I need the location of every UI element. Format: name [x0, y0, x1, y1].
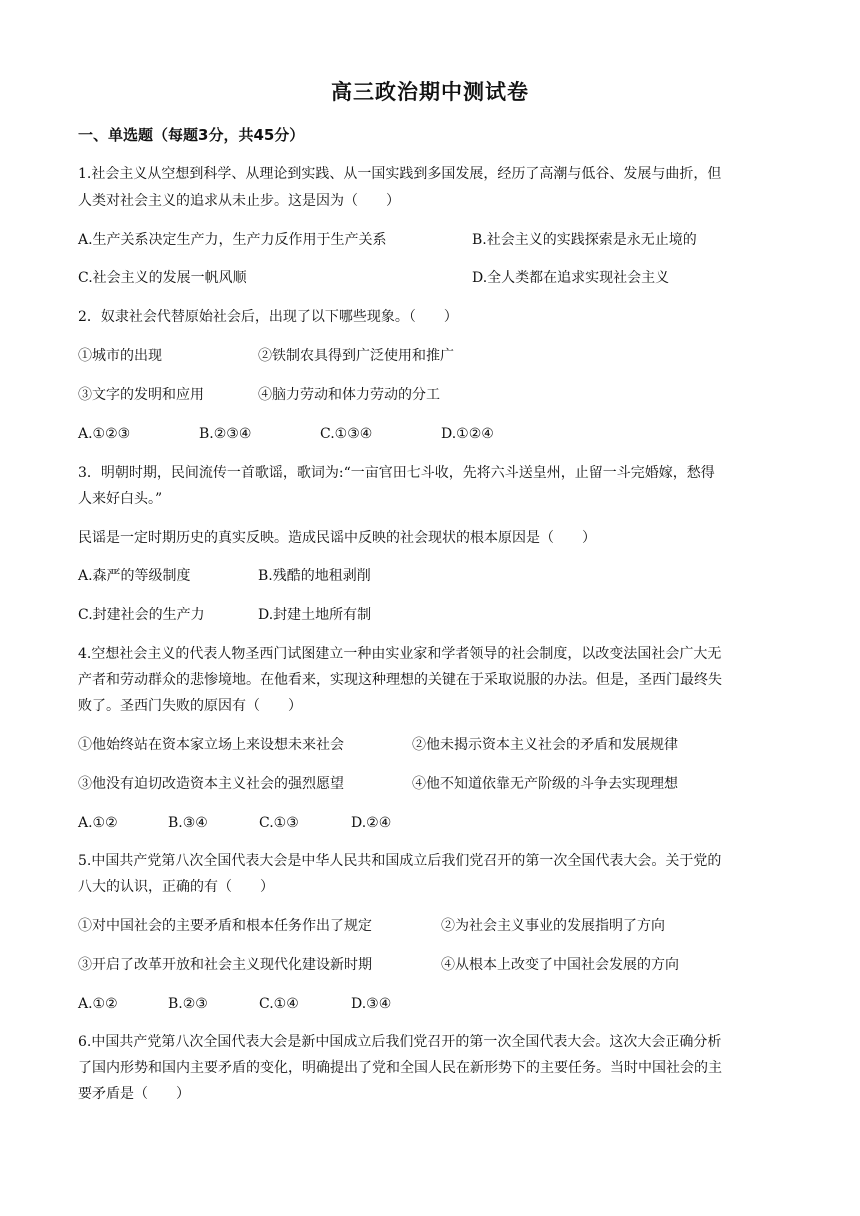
q5-option-c: C.①④ — [259, 996, 299, 1012]
q6-stem-line3: 要矛盾是（ ） — [78, 1086, 190, 1102]
q4-statement-2: ②他未揭示资本主义社会的矛盾和发展规律 — [412, 737, 678, 753]
q4-statement-1: ①他始终站在资本家立场上来设想未来社会 — [78, 737, 344, 753]
q3-option-b: B.残酷的地租剥削 — [258, 568, 371, 584]
q4-option-c: C.①③ — [259, 815, 299, 831]
q5-statement-3: ③开启了改革开放和社会主义现代化建设新时期 — [78, 957, 372, 973]
q4-option-a: A.①② — [78, 815, 118, 831]
q4-option-b: B.③④ — [168, 815, 208, 831]
q3-stem-line2: 人来好白头。” — [78, 491, 163, 507]
q1-stem-line1: 1.社会主义从空想到科学、从理论到实践、从一国实践到多国发展，经历了高潮与低谷、发展与曲折，但 — [78, 166, 722, 182]
q2-option-a: A.①②③ — [78, 426, 131, 442]
q5-statement-2: ②为社会主义事业的发展指明了方向 — [441, 918, 665, 934]
q6-stem-line1: 6.中国共产党第八次全国代表大会是新中国成立后我们党召开的第一次全国代表大会。这次大会正确分析 — [78, 1034, 722, 1050]
q5-option-d: D.③④ — [351, 996, 392, 1012]
q1-option-b: B.社会主义的实践探索是永无止境的 — [472, 232, 697, 248]
q1-option-d: D.全人类都在追求实现社会主义 — [472, 270, 670, 286]
q1-option-c: C.社会主义的发展一帆风顺 — [78, 270, 247, 286]
q2-option-d: D.①②④ — [441, 426, 494, 442]
q3-option-c: C.封建社会的生产力 — [78, 607, 205, 623]
q4-statement-4: ④他不知道依靠无产阶级的斗争去实现理想 — [412, 776, 678, 792]
q5-option-b: B.②③ — [168, 996, 208, 1012]
q4-stem-line1: 4.空想社会主义的代表人物圣西门试图建立一种由实业家和学者领导的社会制度，以改变法国社会广大无 — [78, 646, 722, 662]
q4-option-d: D.②④ — [351, 815, 392, 831]
q1-option-a: A.生产关系决定生产力，生产力反作用于生产关系 — [78, 232, 387, 248]
q5-stem-line2: 八大的认识，正确的有（ ） — [78, 879, 274, 895]
q5-statement-1: ①对中国社会的主要矛盾和根本任务作出了规定 — [78, 918, 372, 934]
q2-option-b: B.②③④ — [199, 426, 252, 442]
q4-stem-line3: 败了。圣西门失败的原因有（ ） — [78, 698, 302, 714]
q2-statement-2: ②铁制农具得到广泛使用和推广 — [258, 348, 454, 364]
section-heading: 一、单选题（每题3分，共45分） — [78, 126, 305, 144]
q1-stem-line2: 人类对社会主义的追求从未止步。这是因为（ ） — [78, 193, 400, 209]
q2-stem: 2．奴隶社会代替原始社会后，出现了以下哪些现象。（ ） — [78, 309, 458, 325]
q3-option-a: A.森严的等级制度 — [78, 568, 191, 584]
q2-statement-3: ③文字的发明和应用 — [78, 387, 204, 403]
page-title: 高三政治期中测试卷 — [331, 80, 529, 104]
q4-statement-3: ③他没有迫切改造资本主义社会的强烈愿望 — [78, 776, 344, 792]
q3-option-d: D.封建土地所有制 — [258, 607, 372, 623]
q4-stem-line2: 产者和劳动群众的悲惨境地。在他看来，实现这种理想的关键在于采取说服的办法。但是，圣西门最终失 — [78, 672, 722, 688]
q5-statement-4: ④从根本上改变了中国社会发展的方向 — [441, 957, 679, 973]
q2-option-c: C.①③④ — [320, 426, 373, 442]
q5-option-a: A.①② — [78, 996, 118, 1012]
q2-statement-1: ①城市的出现 — [78, 348, 162, 364]
q5-stem-line1: 5.中国共产党第八次全国代表大会是中华人民共和国成立后我们党召开的第一次全国代表大会。关于党的 — [78, 853, 722, 869]
q3-stem-line3: 民谣是一定时期历史的真实反映。造成民谣中反映的社会现状的根本原因是（ ） — [78, 530, 596, 546]
q3-stem-line1: 3．明朝时期，民间流传一首歌谣，歌词为:“一亩官田七斗收，先将六斗送皇州，止留一斗完婚嫁，愁得 — [78, 465, 715, 481]
q6-stem-line2: 了国内形势和国内主要矛盾的变化，明确提出了党和全国人民在新形势下的主要任务。当时中国社会的主 — [78, 1060, 722, 1076]
q2-statement-4: ④脑力劳动和体力劳动的分工 — [258, 387, 440, 403]
